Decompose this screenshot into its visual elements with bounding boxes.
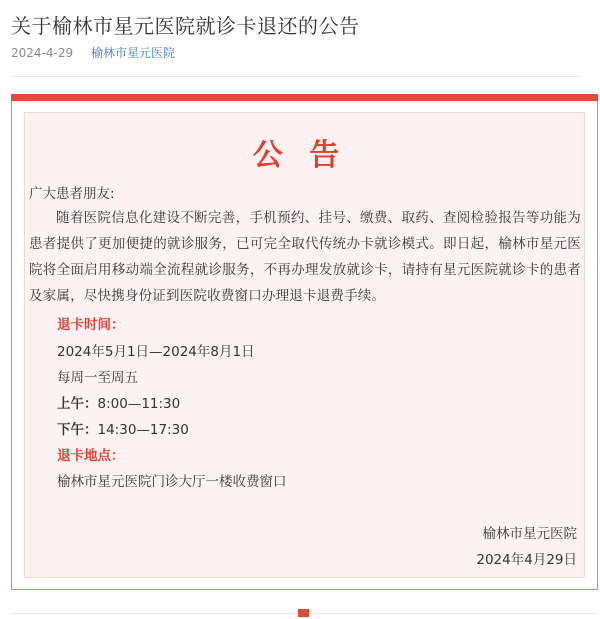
morning-hours: 8:00—11:30 [97, 396, 181, 412]
afternoon-hours: 14:30—17:30 [97, 422, 189, 438]
bottom-marker [298, 609, 309, 617]
signature-date: 2024年4月29日 [476, 552, 577, 568]
refund-date-range: 2024年5月1日—2024年8月1日 [57, 344, 255, 360]
refund-place: 榆林市星元医院门诊大厅一楼收费窗口 [57, 474, 287, 490]
notice-top-bar [11, 94, 598, 101]
refund-weekdays: 每周一至周五 [57, 370, 138, 386]
morning-label: 上午： [57, 396, 98, 412]
notice-heading: 公 告 [252, 138, 348, 173]
publish-date: 2024-4-29 [11, 46, 74, 60]
refund-place-label: 退卡地点： [57, 448, 125, 464]
afternoon-hours-row [57, 418, 189, 438]
refund-time-label: 退卡时间： [57, 317, 125, 333]
salutation: 广大患者朋友: [29, 186, 115, 202]
notice-body: 随着医院信息化建设不断完善，手机预约、挂号、缴费、取药、查阅检验报告等功能为患者提供了更加便捷的就诊服务，已可完全取代传统办卡就诊模式。即日起，榆林市星元医院将全面启用移动端全流程就诊服务，不再办理发放就诊卡，请持有星元医院就诊卡的患者及家属，尽快携身份证到医院收费窗口办理退卡退费手续。 [29, 210, 581, 304]
afternoon-label: 下午： [57, 422, 98, 438]
signature-org: 榆林市星元医院 [482, 526, 577, 542]
article-meta [11, 44, 175, 61]
morning-hours-row [57, 392, 180, 412]
article-title: 关于榆林市星元医院就诊卡退还的公告 [11, 14, 360, 38]
header-divider [11, 76, 581, 77]
source-link[interactable]: 榆林市星元医院 [90, 46, 175, 60]
